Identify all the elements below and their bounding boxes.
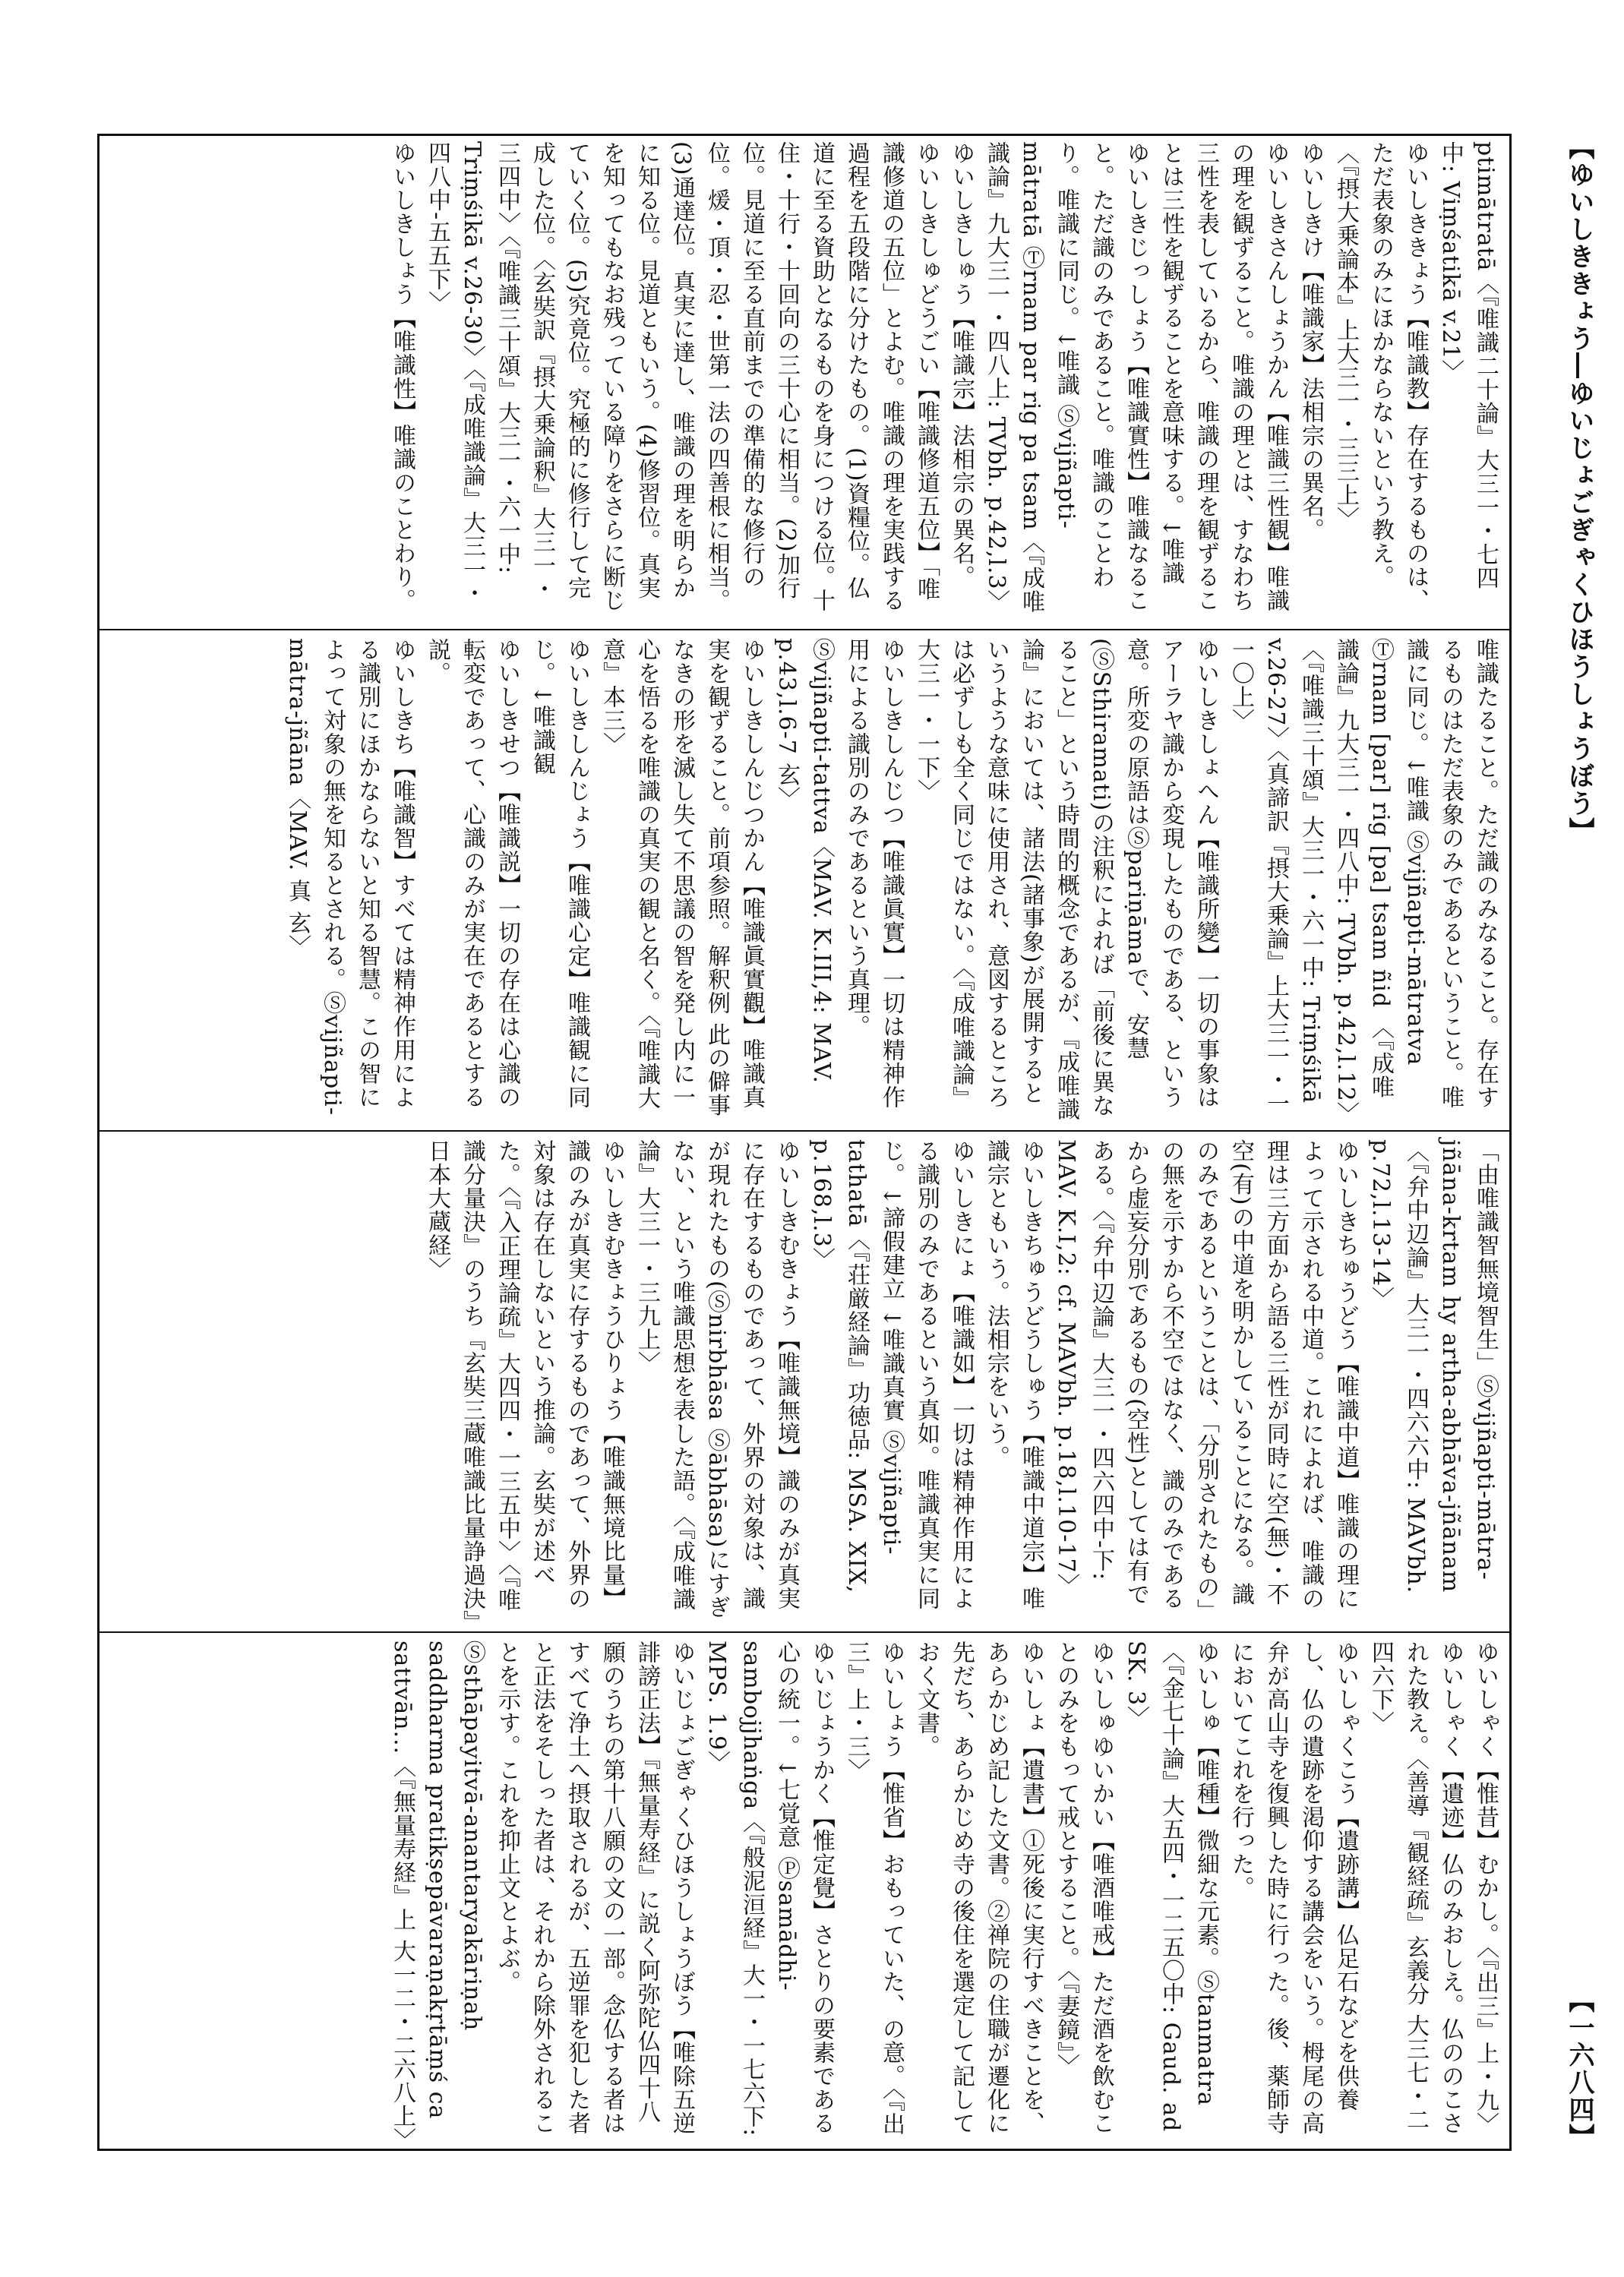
dictionary-entry: ゆいしきしんじょう【唯識心定】唯識観に同じ。↓唯識観 (529, 638, 590, 1109)
entries-band-1 (106, 141, 1502, 620)
page-number: 【一六八四】 (1564, 1987, 1594, 2151)
dictionary-entry: ゆいしきしゅどうごい【唯識修道五位】「唯識修道の五位」とよむ。唯識の理を実践する過程を五段階に分けたもの。(1)資糧位。仏道に至る資助となるものを身につける位。十住・十行・十回向の三十心に相当。(2)加行位。見道に至る直前までの準備的な修行の位。煖・頂・忍・世第一法の四善根に相当。(3)通達位。真実に達し、唯識の理を明らかに知る位。見道ともいう。(4)修習位。真実を知ってもなお残っている障りをさらに断じていく位。(5)究竟位。究極的に修行して完成した位。〈玄奘訳『摂大乗論釈』大三一・三四中〉〈『唯識三十頌』大三一・六一中: Triṃśikā v.26-30〉〈『成唯識論』大三一・四八中-五五下〉 (424, 141, 940, 612)
band-divider (97, 1631, 1512, 1633)
dictionary-entry: ゆいしきせつ【唯識説】一切の存在は心識の転変であって、心識のみが実在であるとする説。 (424, 638, 520, 1109)
dictionary-entry: ゆいしょう【惟省】おもっていた、の意。〈『出三』上・三〉 (843, 1641, 905, 2136)
dictionary-entry: ゆいしゅゆいかい【唯酒唯戒】ただ酒を飲むことのみをもって戒とすること。〈『妻鏡』〉 (1053, 1641, 1114, 2135)
dictionary-entry: ゆいしきじっしょう【唯識實性】唯識なること。ただ識のみであること。唯識のことわり。唯識に同じ。↓唯識 Ⓢvijñapti-mātratā Ⓣrnam par rig pa tsam〈『成唯識論』九大三一・四八上: TVbh. p.42,l.3〉 (983, 141, 1149, 614)
dictionary-entry: ゆいしきけ【唯識家】法相宗の異名。 (1297, 141, 1324, 542)
dictionary-entry: ゆいしきしんじつかん【唯識眞實觀】唯識真実を観ずること。前項参照。解釈例 此の僻事なきの形を滅し失て不思議の智を発し内に一心を悟るを唯識の真実の観と名く。〈『唯識大意』本三〉 (599, 638, 765, 1117)
dictionary-entry: ゆいしゃく【遺迹】仏のみおしえ。仏ののこされた教え。〈善導『観経疏』玄義分 大三七・二四六下〉 (1367, 1641, 1464, 2135)
dictionary-entry: ゆいしゃくこう【遺跡講】仏足石などを供養し、仏の遺跡を渇仰する講会をいう。栂尾の高弁が高山寺を復興した時に行った。後、薬師寺においてこれを行った。 (1227, 1641, 1359, 2135)
dictionary-entry: ゆいしゅ【唯種】微細な元素。Ⓢtanmatra〈『金七十論』大五四・一二五〇中: Gaud. ad SK. 3〉 (1123, 1641, 1219, 2133)
entries-band-2 (106, 638, 1502, 1121)
dictionary-entry: ゆいしきしょう【唯識性】唯識のことわり。 (389, 141, 415, 612)
dictionary-entry: ゆいしょ【遺書】①死後に実行すべきことを、あらかじめ記した文書。②禅院の住職が遷化に先だち、あらかじめ寺の後住を選定して記しておく文書。 (913, 1641, 1044, 2135)
dictionary-entry: ゆいしゃく【惟昔】むかし。〈『出三』上・九〉 (1472, 1641, 1499, 2136)
dictionary-entry: ゆいしきちゅうどう【唯識中道】唯識の理によって示される中道。これによれば、唯識の理は三方面から語る三性が同時に空(無)・不空(有)の中道を明かしていることになる。識のみであるということは、「分別されたもの」の無を示すから不空ではなく、識のみであるから虚妄分別であるもの(空性)としては有である。〈『弁中辺論』大三一・四六四中-下: MAV. K.I,2: cf. MAVbh. p.18,l.10-17〉 (1053, 1139, 1359, 1622)
entries-band-4 (106, 1641, 1502, 2152)
dictionary-entry: 唯識たること。ただ識のみなること。存在するものはただ表象のみであるということ。唯識に同じ。↓唯識 Ⓢvijñapti-mātratva Ⓣrnam [par] rig [pa] tsam ñid 〈『成唯識論』九大三一・四八中: TVbh. p.42,l.12〉〈『唯識三十頌』大三一・六一中: Triṃśikā v.26-27〉〈真諦訳『摂大乗論』上大三一・一一〇上〉 (1227, 638, 1499, 1116)
dictionary-entry: ゆいしきちゅうどうしゅう【唯識中道宗】唯識宗ともいう。法相宗をいう。 (983, 1139, 1044, 1610)
running-head: 【ゆいしききょう―ゆいじょごぎゃくひほうしょうぼう】 (1564, 134, 1594, 845)
dictionary-entry: ゆいしきしゅう【唯識宗】法相宗の異名。 (948, 141, 975, 589)
entries-band-3 (106, 1139, 1502, 1622)
dictionary-entry: ゆいしきしんじつ【唯識眞實】一切は精神作用による識別のみであるという真理。Ⓢvijñapti-tattva〈MAV. K.III,4: MAV. p.43,l.6-7 玄〉 (773, 638, 905, 1109)
band-divider (97, 629, 1512, 630)
dictionary-entry: ゆいしききょう【唯識教】存在するものは、ただ表象のみにほかならないという教え。〈『摂大乗論本』上大三一・三三上〉 (1332, 141, 1429, 612)
dictionary-entry: ゆいしきしょへん【唯識所變】一切の事象はアーラヤ識から変現したものである、という意。所変の原語はⓈpariṇāmaで、安慧(ⓈSthiramati)の注釈によれば「前後に異なること」という時間的概念であるが、『成唯識論』においては、諸法(諸事象)が展開するというような意味に使用され、意図するところは必ずしも全く同じではない。〈『成唯識論』大三一・一下〉 (913, 638, 1219, 1121)
dictionary-entry: 「由唯識智無境智生」Ⓢvijñapti-mātra-jñāna-krtam hy artha-abhāva-jñānam〈『弁中辺論』大三一・四六六中: MAVbh. p.72,l.13-14〉 (1367, 1139, 1499, 1594)
band-divider (97, 1130, 1512, 1132)
dictionary-entry: ゆいしきむきょうひりょう【唯識無境比量】識のみが真実に存するものであって、外界の対象は存在しないという推論。玄奘が述べた。〈『入正理論疏』大四四・一三五中〉〈『唯識分量決』のうち『玄奘三蔵唯識比量諍過決』日本大蔵経〉 (424, 1139, 625, 1622)
dictionary-entry: ゆいしきむきょう【唯識無境】識のみが真実に存在するものであって、外界の対象は、識が現れたもの(Ⓢnirbhāsa Ⓢābhāsa)にすぎない、という唯識思想を表した語。〈『成唯識論』大三一・三九上〉 (633, 1139, 800, 1619)
dictionary-entry: ゆいしきさんしょうかん【唯識三性観】唯識の理を観ずること。唯識の理とは、すなわち三性を表しているから、唯識の理を観ずることは三性を観ずることを意味する。↓唯識 (1158, 141, 1289, 612)
dictionary-entry: ゆいじょごぎゃくひほうしょうぼう【唯除五逆誹謗正法】『無量寿経』に説く阿弥陀仏四十八願のうちの第十八願の文の一部。念仏する者はすべて浄土へ摂取されるが、五逆罪を犯した者と正法をそしった者は、それから除外されることを示す。これを抑止文とよぶ。Ⓢsthāpayitvā-anantaryakāriṇaḥ saddharma pratikṣepāvaraṇakṛtāṃś ca sattvān...〈『無量寿経』上 大一二・二六八上〉 (389, 1641, 695, 2152)
dictionary-entry: ptimātratā〈『唯識二十論』大三一・七四中: Viṃśatikā v.21〉 (1437, 141, 1499, 590)
dictionary-entry: ゆいしきち【唯識智】すべては精神作用による識別にほかならないと知る智慧。この智によって対象の無を知るとされる。Ⓢvijñapti-mātra-jñāna〈MAV. 真 玄〉 (284, 638, 415, 1116)
dictionary-entry: ゆいじょうかく【惟定覺】さとりの要素である心の統一。↓七覚意 Ⓟsamādhi-sambojjhaṅga〈『般泥洹経』大一・一七六下: MPS. 1.9〉 (703, 1641, 835, 2137)
dictionary-entry: ゆいしきにょ【唯識如】一切は精神作用による識別のみであるという真如。唯識真実に同じ。↓諦假建立 ↓唯識真實 Ⓢvijñapti-tathatā〈『荘厳経論』功徳品: MSA. XIX, p.168,l.3〉 (808, 1139, 975, 1610)
